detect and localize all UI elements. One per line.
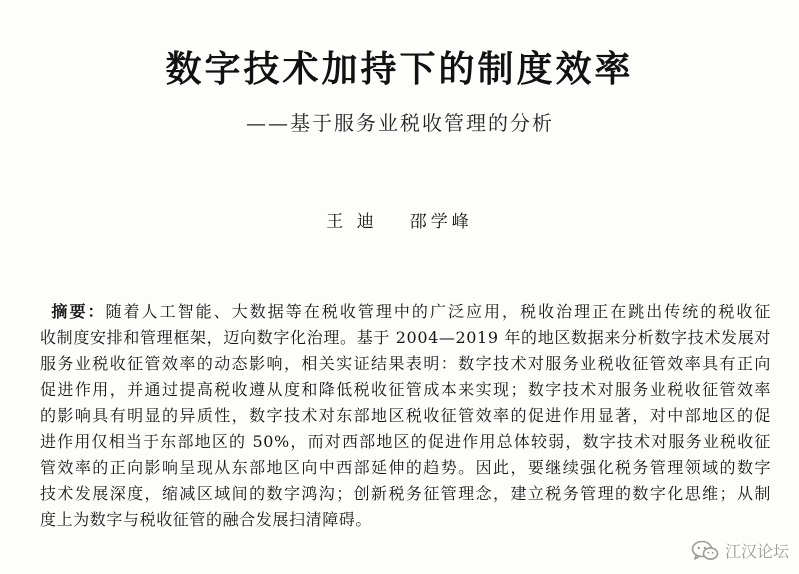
abstract-line: 技术发展深度，缩减区域间的数字鸿沟；创新税务征管理念，建立税务管理的数字化思维；从制 bbox=[40, 484, 771, 503]
paper-subtitle: ——基于服务业税收管理的分析 bbox=[246, 111, 554, 135]
abstract-line: 的影响具有明显的异质性，数字技术对东部地区税收征管效率的促进作用显著，对中部地区的促 bbox=[40, 406, 771, 425]
abstract-line: 管效率的正向影响呈现从东部地区向中西部延伸的趋势。因此，要继续强化税务管理领域的数字 bbox=[40, 458, 771, 477]
watermark bbox=[691, 539, 789, 562]
author-name: 邵学峰 bbox=[409, 212, 473, 232]
abstract-label: 摘要： bbox=[50, 302, 106, 321]
watermark-text: 江汉论坛 bbox=[724, 542, 789, 561]
abstract bbox=[40, 299, 771, 533]
abstract-line: 促进作用，并通过提高税收遵从度和降低税收征管成本来实现；数字技术对服务业税收征管效率 bbox=[40, 380, 771, 399]
abstract-line: 度上为数字与税收征管的融合发展扫清障碍。 bbox=[40, 510, 373, 529]
author-name: 王 迪 bbox=[326, 212, 378, 232]
wechat-icon bbox=[691, 540, 719, 562]
paper-title: 数字技术加持下的制度效率 bbox=[165, 48, 634, 90]
abstract-line: 进作用仅相当于东部地区的 50%，而对西部地区的促进作用总体较弱，数字技术对服务业税收征 bbox=[40, 432, 771, 451]
abstract-line: 服务业税收征管效率的动态影响，相关实证结果表明：数字技术对服务业税收征管效率具有正向 bbox=[40, 354, 771, 373]
abstract-line: 摘要：随着人工智能、大数据等在税收管理中的广泛应用，税收治理正在跳出传统的税收征 bbox=[50, 302, 771, 321]
abstract-line: 收制度安排和管理框架，迈向数字化治理。基于 2004—2019 年的地区数据来分析数字技术发展对 bbox=[40, 328, 771, 347]
author-list bbox=[0, 208, 799, 236]
